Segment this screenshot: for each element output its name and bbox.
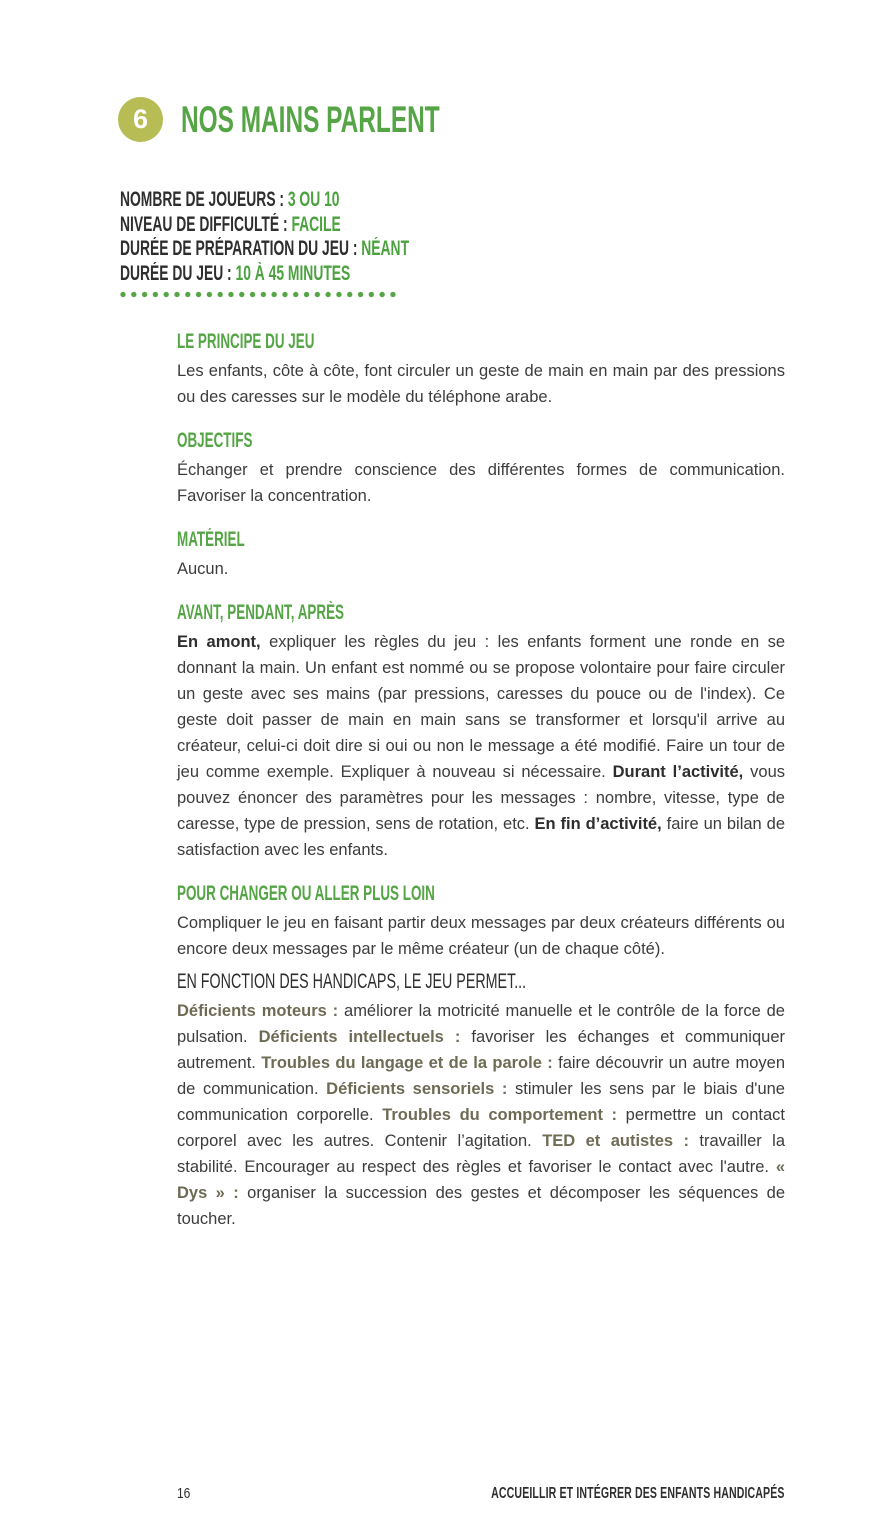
- section-paragraph: [177, 629, 785, 863]
- bold-term: Déficients sensoriels :: [326, 1080, 516, 1098]
- content-section: [177, 331, 785, 410]
- bold-term: Déficients moteurs :: [177, 1002, 345, 1020]
- info-value: 10 À 45 MINUTES: [235, 261, 351, 285]
- text-run: vous pouvez énoncer des paramètres pour les messages : nombre, vitesse, type de caresse, type de pression, sens de rotation, etc.: [177, 763, 785, 833]
- content-section: [177, 602, 785, 863]
- section-paragraph: [177, 457, 785, 509]
- game-number-badge: 6: [118, 97, 163, 142]
- text-run: travailler la stabilité. Encourager au respect des règles et favoriser le contact avec l'autre.: [177, 1132, 786, 1176]
- content-section: [177, 529, 785, 582]
- section-heading: MATÉRIEL: [177, 528, 245, 551]
- game-info-line: [120, 262, 409, 287]
- text-run: stimuler les sens par le biais d'une communication corporelle.: [177, 1080, 785, 1124]
- chapter-header: [118, 97, 573, 142]
- section-heading: LE PRINCIPE DU JEU: [177, 330, 315, 353]
- page-footer: [177, 1485, 785, 1503]
- game-info-line: [120, 237, 409, 262]
- text-run: permettre un contact corporel avec les autres. Contenir l’agitation.: [177, 1106, 786, 1150]
- text-run: faire découvrir un autre moyen de communication.: [177, 1054, 785, 1098]
- info-value: 3 OU 10: [287, 188, 340, 211]
- info-value: FACILE: [291, 212, 341, 236]
- info-label: NIVEAU DE DIFFICULTÉ :: [120, 212, 292, 236]
- info-label: DURÉE DU JEU :: [120, 261, 236, 285]
- info-label: DURÉE DE PRÉPARATION DU JEU :: [120, 237, 362, 260]
- content-section: [177, 971, 785, 1232]
- section-heading: AVANT, PENDANT, APRÈS: [177, 601, 345, 624]
- bold-term: Troubles du comportement :: [382, 1106, 626, 1124]
- page-title: NOS MAINS PARLENT: [181, 98, 440, 140]
- bold-term: En amont,: [177, 633, 270, 651]
- sections-container: [177, 331, 785, 1232]
- text-run: Échanger et prendre conscience des différentes formes de communication. Favoriser la concentration.: [177, 461, 785, 505]
- section-paragraph: [177, 910, 785, 962]
- text-run: Aucun.: [177, 560, 229, 578]
- bold-term: Déficients intellectuels :: [258, 1028, 472, 1046]
- bold-term: Troubles du langage et de la parole :: [261, 1054, 559, 1072]
- info-value: NÉANT: [361, 237, 410, 260]
- text-run: favoriser les échanges et communiquer autrement.: [177, 1028, 785, 1072]
- section-heading: EN FONCTION DES HANDICAPS, LE JEU PERMET...: [177, 970, 527, 993]
- bold-term: En fin d’activité,: [534, 815, 667, 833]
- section-heading: OBJECTIFS: [177, 429, 253, 452]
- info-label: NOMBRE DE JOUEURS :: [120, 188, 288, 211]
- dotted-separator: [120, 291, 400, 298]
- page-number: 16: [177, 1485, 191, 1502]
- text-run: organiser la succession des gestes et décomposer les séquences de toucher.: [177, 1184, 785, 1228]
- text-run: expliquer les règles du jeu : les enfants forment une ronde en se donnant la main. Un enfant est nommé ou se propose volontaire pour faire circuler un geste avec ses mains (par pressions, caresses du pouce ou de l'index). Ce geste doit passer de main en main sans se transformer et lorsqu'il arrive au créateur, celui-ci doit dire si oui ou non le message a été modifié. Faire un tour de jeu comme exemple. Expliquer à nouveau si nécessaire.: [177, 633, 785, 781]
- book-title: ACCUEILLIR ET INTÉGRER DES ENFANTS HANDICAPÉS: [491, 1485, 785, 1502]
- text-run: améliorer la motricité manuelle et le contrôle de la force de pulsation.: [177, 1002, 785, 1046]
- section-heading: POUR CHANGER OU ALLER PLUS LOIN: [177, 882, 435, 905]
- section-paragraph: [177, 358, 785, 410]
- bold-term: « Dys » :: [177, 1158, 785, 1202]
- game-info-line: [120, 188, 409, 213]
- text-run: Compliquer le jeu en faisant partir deux messages par deux créateurs différents ou encore deux messages par le même créateur (un de chaque côté).: [177, 914, 785, 958]
- bold-term: Durant l’activité,: [612, 763, 751, 781]
- game-info-line: [120, 213, 409, 238]
- content-section: [177, 430, 785, 509]
- section-paragraph: [177, 556, 785, 582]
- section-paragraph: [177, 998, 785, 1232]
- bold-term: TED et autistes :: [542, 1132, 700, 1150]
- text-run: faire un bilan de satisfaction avec les enfants.: [177, 815, 785, 859]
- game-info-block: [120, 188, 558, 286]
- text-run: Les enfants, côte à côte, font circuler un geste de main en main par des pressions ou des caresses sur le modèle du téléphone arabe.: [177, 362, 785, 406]
- content-section: [177, 883, 785, 962]
